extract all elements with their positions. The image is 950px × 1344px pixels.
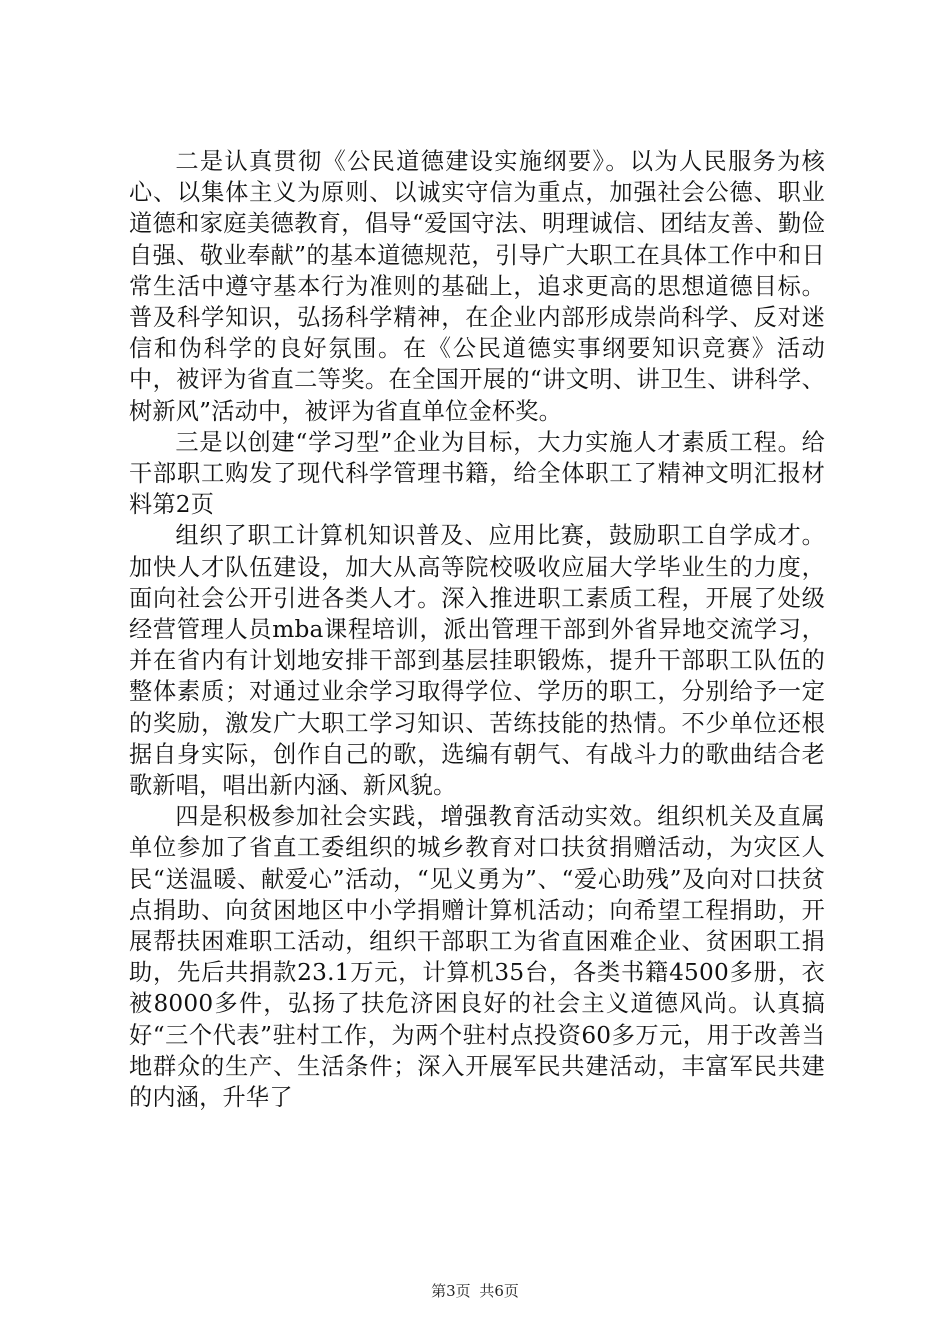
page-number-total: 共6页 (479, 1282, 519, 1300)
paragraph: 四是积极参加社会实践，增强教育活动实效。组织机关及直属单位参加了省直工委组织的城乡教育对口扶贫捐赠活动，为灾区人民“送温暖、献爱心”活动，“见义勇为”、“爱心助残”及向对口扶贫点捐助、向贫困地区中小学捐赠计算机活动；向希望工程捐助，开展帮扶困难职工活动，组织干部职工为省直困难企业、贫困职工捐助，先后共捐款23.1万元，计算机35台，各类书籍4500多册，衣被8000多件，弘扬了扶危济困良好的社会主义道德风尚。认真搞好“三个代表”驻村工作，为两个驻村点投资60多万元，用于改善当地群众的生产、生活条件；深入开展军民共建活动，丰富军民共建的内涵，升华了 (129, 803, 825, 1112)
document-body (129, 146, 825, 1113)
page-footer (0, 1280, 950, 1301)
paragraph: 二是认真贯彻《公民道德建设实施纲要》。以为人民服务为核心、以集体主义为原则、以诚实守信为重点，加强社会公德、职业道德和家庭美德教育，倡导“爱国守法、明理诚信、团结友善、勤俭自强、敬业奉献”的基本道德规范，引导广大职工在具体工作中和日常生活中遵守基本行为准则的基础上，追求更高的思想道德目标。普及科学知识，弘扬科学精神，在企业内部形成崇尚科学、反对迷信和伪科学的良好氛围。在《公民道德实事纲要知识竞赛》活动中，被评为省直二等奖。在全国开展的“讲文明、讲卫生、讲科学、树新风”活动中，被评为省直单位金杯奖。 (129, 148, 825, 425)
paragraph: 三是以创建“学习型”企业为目标，大力实施人才素质工程。给干部职工购发了现代科学管理书籍，给全体职工了精神文明汇报材料第2页 (129, 428, 825, 519)
paragraph: 组织了职工计算机知识普及、应用比赛，鼓励职工自学成才。加快人才队伍建设，加大从高等院校吸收应届大学毕业生的力度，面向社会公开引进各类人才。深入推进职工素质工程，开展了处级经营管理人员mba课程培训，派出管理干部到外省异地交流学习，并在省内有计划地安排干部到基层挂职锻炼，提升干部职工队伍的整体素质；对通过业余学习取得学位、学历的职工，分别给予一定的奖励，激发广大职工学习知识、苦练技能的热情。不少单位还根据自身实际，创作自己的歌，选编有朝气、有战斗力的歌曲结合老歌新唱，唱出新内涵、新风貌。 (129, 522, 825, 800)
page-number-current: 第3页 (431, 1282, 471, 1300)
